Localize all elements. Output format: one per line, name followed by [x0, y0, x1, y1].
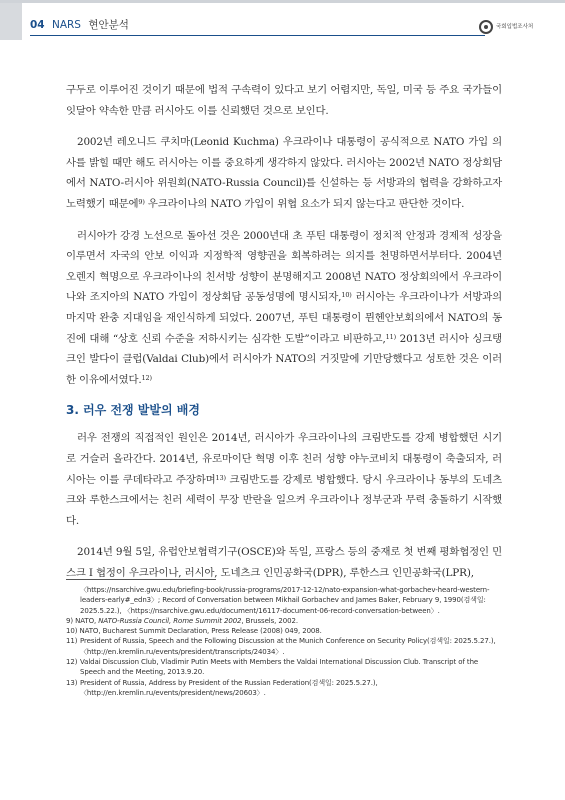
- logo-name: 국회입법조사처: [496, 24, 534, 30]
- footnote-12: [66, 657, 502, 678]
- footnote-12-text: Valdai Discussion Club, Vladimir Putin Meets with Members the Valdai International Discussion Club. Transcript of the Speech and the Meeting, 2013.9.20.: [80, 658, 479, 677]
- series-name: NARS: [51, 19, 81, 31]
- footnote-ref-12: 12): [141, 373, 152, 382]
- footnote-ref-11: 11): [385, 332, 396, 341]
- paragraph-2-b: 러시아는 우크라이나가 서방과의 마지막 완충 지대임을 재인식하게 되었다. 2007년, 푸틴 대통령이 뮌헨안보회의에서 NATO의 동진에 대해 “상호 신뢰 수준을 저하시키는 심각한 도발”이라고 비판하고,: [66, 291, 502, 345]
- footnote-9-title: NATO-Russia Council, Rome Summit 2002: [98, 616, 242, 625]
- paragraph-2: [66, 226, 502, 391]
- paragraph-2-a: 러시아가 강경 노선으로 돌아선 것은 2000년대 초 푸틴 대통령이 정치적 안정과 경제적 성장을 이루면서 자국의 안보 이익과 지정학적 영향권을 회복하려는 의지를 천명하면서부터다. 2004년 오렌지 혁명으로 우크라이나의 친서방 성향이 분명해지고 2008년 NATO 정상회의에서 우크라이나와 조지아의 NATO 가입이 정상회담 공동성명에 명시되자,: [66, 229, 502, 304]
- corner-block: [0, 3, 22, 40]
- page-number: 04: [30, 19, 45, 31]
- footnote-13: [66, 678, 502, 699]
- paragraph-3: [66, 428, 502, 531]
- logo-mark-icon: [479, 20, 493, 34]
- section-heading: 3. 러우 전쟁 발발의 배경: [66, 403, 200, 418]
- nars-logo: [479, 20, 539, 75]
- running-header: [30, 17, 129, 32]
- header-rule: [30, 35, 485, 36]
- footnote-8-continued: 〈https://nsarchive.gwu.edu/briefing-book/russia-programs/2017-12-12/nato-expansion-what-gorbachev-heard-western-leaders-early#_edn3〉; Record of Conversation between Mikhail Gorbachev and James Baker, February 9, 1990(검색일: 2025.5.22.), 〈https://nsarchive.gwu.edu/document/16117-document-06-record-conversation-between〉.: [80, 586, 490, 615]
- footnote-13-text: President of Russia, Address by President of the Russian Federation(검색일: 2025.5.27.), 〈http://en.kremlin.ru/events/president/news/20603〉.: [80, 678, 378, 697]
- footnote-12-number: 12): [66, 658, 78, 667]
- paragraph-2-c: 2013년 러시아 싱크탱크인 발다이 클럽(Valdai Club)에서 러시아가 NATO의 거짓말에 기만당했다고 성토한 것은 이러한 이유에서였다.: [66, 332, 503, 386]
- paragraph-1-end: 우크라이나의 NATO 가입이 위협 요소가 되지 않는다고 판단한 것이다.: [144, 197, 465, 210]
- series-title: 현안분석: [88, 19, 129, 31]
- footnote-ref-10: 10): [341, 291, 352, 300]
- footnote-11-number: 11): [66, 637, 78, 646]
- footnote-13-number: 13): [66, 678, 78, 687]
- paragraph-3-b: 크림반도를 강제로 병합했다. 당시 우크라이나 동부의 도네츠크와 루한스크에서는 친러 세력이 무장 반란을 일으켜 우크라이나 정부군과 무력 충돌하기 시작했다.: [66, 473, 502, 527]
- footnote-ref-13: 13): [215, 473, 226, 482]
- footnote-9: [66, 616, 502, 626]
- footnotes: [66, 585, 502, 698]
- body-text: [66, 80, 502, 583]
- footnote-11-text: President of Russia, Speech and the Following Discussion at the Munich Conference on Security Policy(검색일: 2025.5.27.), 〈http://en.kremlin.ru/events/president/transcripts/24034〉.: [80, 637, 496, 656]
- footnote-11: [66, 636, 502, 657]
- footnote-9-text: NATO,: [73, 616, 99, 625]
- paragraph-3-a: 러우 전쟁의 직접적인 원인은 2014년, 러시아가 우크라이나의 크림반도를 강제 병합했던 시기로 거슬러 올라간다. 2014년, 유로마이단 혁명 이후 친러 성향 야누코비치 대통령이 축출되자, 러시아는 이를 쿠데타라고 주장하며: [66, 432, 502, 486]
- footnote-9-end: , Brussels, 2002.: [241, 616, 298, 625]
- top-stripe: [0, 0, 565, 3]
- footnote-9-number: 9): [66, 616, 73, 625]
- footnote-10: 10) NATO, Bucharest Summit Declaration, Press Release (2008) 049, 2008.: [66, 627, 322, 636]
- paragraph-4: 2014년 9월 5일, 유럽안보협력기구(OSCE)와 독일, 프랑스 등의 중재로 첫 번째 평화협정인 민스크 I 협정이 우크라이나, 러시아, 도네츠크 인민공화국(DPR), 루한스크 인민공화국(LPR),: [66, 546, 502, 579]
- paragraph-0: 구두로 이루어진 것이기 때문에 법적 구속력이 있다고 보기 어렵지만, 독일, 미국 등 주요 국가들이 잇달아 약속한 만큼 러시아도 이를 신뢰했던 것으로 보인다.: [66, 84, 502, 117]
- paragraph-1: [66, 132, 502, 214]
- paragraph-1-text: 2002년 레오니드 쿠치마(Leonid Kuchma) 우크라이나 대통령이 공식적으로 NATO 가입 의사를 밝힐 때만 해도 러시아는 이를 중요하게 생각하지 않았다. 러시아는 2002년 NATO 정상회담에서 NATO-러시아 위원회(NATO-Russia Council)를 신설하는 등 서방과의 협력을 강화하고자 노력했기 때문에: [66, 136, 502, 210]
- footnote-rule: [66, 579, 216, 580]
- footnote-ref-9: 9): [138, 197, 145, 206]
